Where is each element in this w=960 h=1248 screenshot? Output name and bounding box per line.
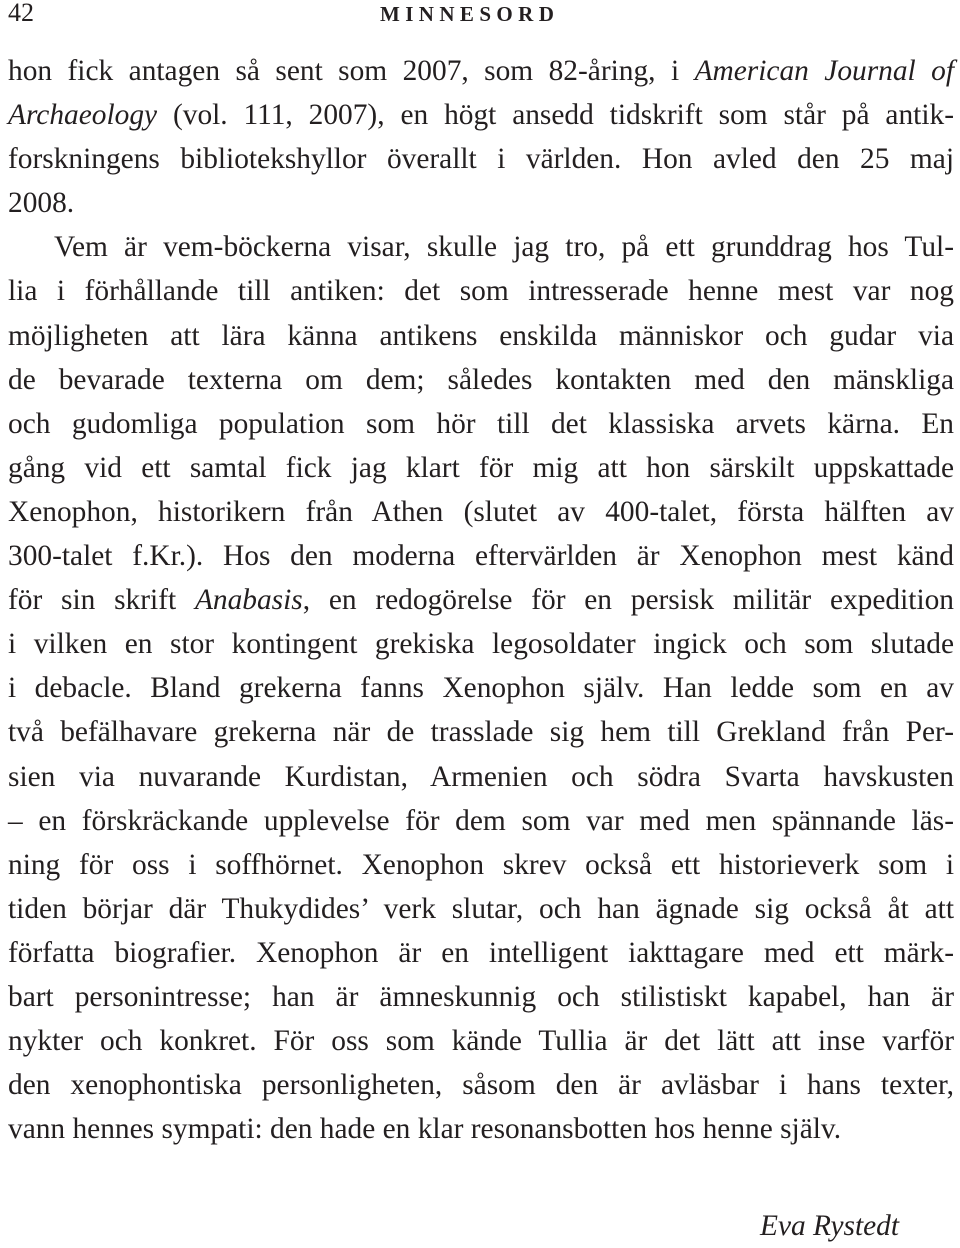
text-line: de bevarade texterna om dem; således kontakten med den mänskliga — [8, 363, 954, 396]
text-line: och gudomliga population som hör till det klassiska arvets kärna. En — [8, 407, 954, 440]
text-segment: för sin skrift — [8, 584, 195, 617]
text-line: tiden börjar där Thukydides’ verk slutar, och han ägnade sig också åt att — [8, 892, 954, 925]
author-signature: Eva Rystedt — [760, 1210, 900, 1242]
text-line: forskningens bibliotekshyllor överallt i världen. Hon avled den 25 maj — [8, 143, 954, 176]
body-text — [8, 49, 954, 1151]
text-line: i vilken en stor kontingent grekiska legosoldater ingick och som slutade — [8, 628, 954, 661]
book-page — [8, 0, 954, 1246]
running-head — [8, 0, 954, 28]
text-line: Vem är vem-böckerna visar, skulle jag tro, på ett grunddrag hos Tul- — [54, 231, 954, 264]
text-line: två befälhavare grekerna när de trasslade sig hem till Grekland från Per- — [8, 716, 954, 749]
text-line: Xenophon, historikern från Athen (slutet av 400-talet, första hälften av — [8, 495, 954, 528]
text-line: 2008. — [8, 187, 75, 220]
text-line: gång vid ett samtal fick jag klart för mig att hon särskilt uppskattade — [8, 451, 954, 484]
book-title: Anabasis — [194, 584, 303, 617]
text-line: möjligheten att lära känna antikens enskilda människor och gudar via — [8, 319, 954, 352]
section-title: MINNESORD — [380, 2, 560, 26]
text-line: författa biografier. Xenophon är en intelligent iakttagare med ett märk- — [8, 936, 954, 969]
text-line: ning för oss i soffhörnet. Xenophon skrev också ett historieverk som i — [8, 848, 954, 881]
page-number: 42 — [8, 0, 34, 27]
text-line — [8, 578, 954, 622]
text-line: sien via nuvarande Kurdistan, Armenien och södra Svarta havskusten — [8, 760, 954, 793]
text-line — [8, 93, 954, 137]
text-line: i debacle. Bland grekerna fanns Xenophon själv. Han ledde som en av — [8, 672, 954, 705]
text-segment: hon fick antagen så sent som 2007, som 82-åring, i — [8, 55, 695, 87]
text-line: 300-talet f.Kr.). Hos den moderna eftervärlden är Xenophon mest känd — [8, 540, 954, 573]
text-line: lia i förhållande till antiken: det som intresserade henne mest var nog — [8, 275, 954, 308]
text-line: – en förskräckande upplevelse för dem som var med men spännande läs- — [8, 804, 954, 837]
text-line: vann hennes sympati: den hade en klar resonansbotten hos henne själv. — [8, 1113, 842, 1146]
text-line: nykter och konkret. För oss som kände Tullia är det lätt att inse varför — [8, 1025, 954, 1058]
text-line — [8, 49, 954, 93]
text-line: den xenophontiska personligheten, såsom den är avläsbar i hans texter, — [8, 1069, 954, 1102]
text-segment: , en redogörelse för en persisk militär expedition — [302, 584, 955, 617]
text-segment: (vol. 111, 2007), en högt ansedd tidskrift som står på antik- — [157, 99, 954, 132]
journal-title: American Journal of — [694, 55, 955, 87]
journal-title: Archaeology — [8, 99, 158, 132]
text-line: bart personintresse; han är ämneskunnig och stilistiskt kapabel, han är — [8, 980, 954, 1013]
